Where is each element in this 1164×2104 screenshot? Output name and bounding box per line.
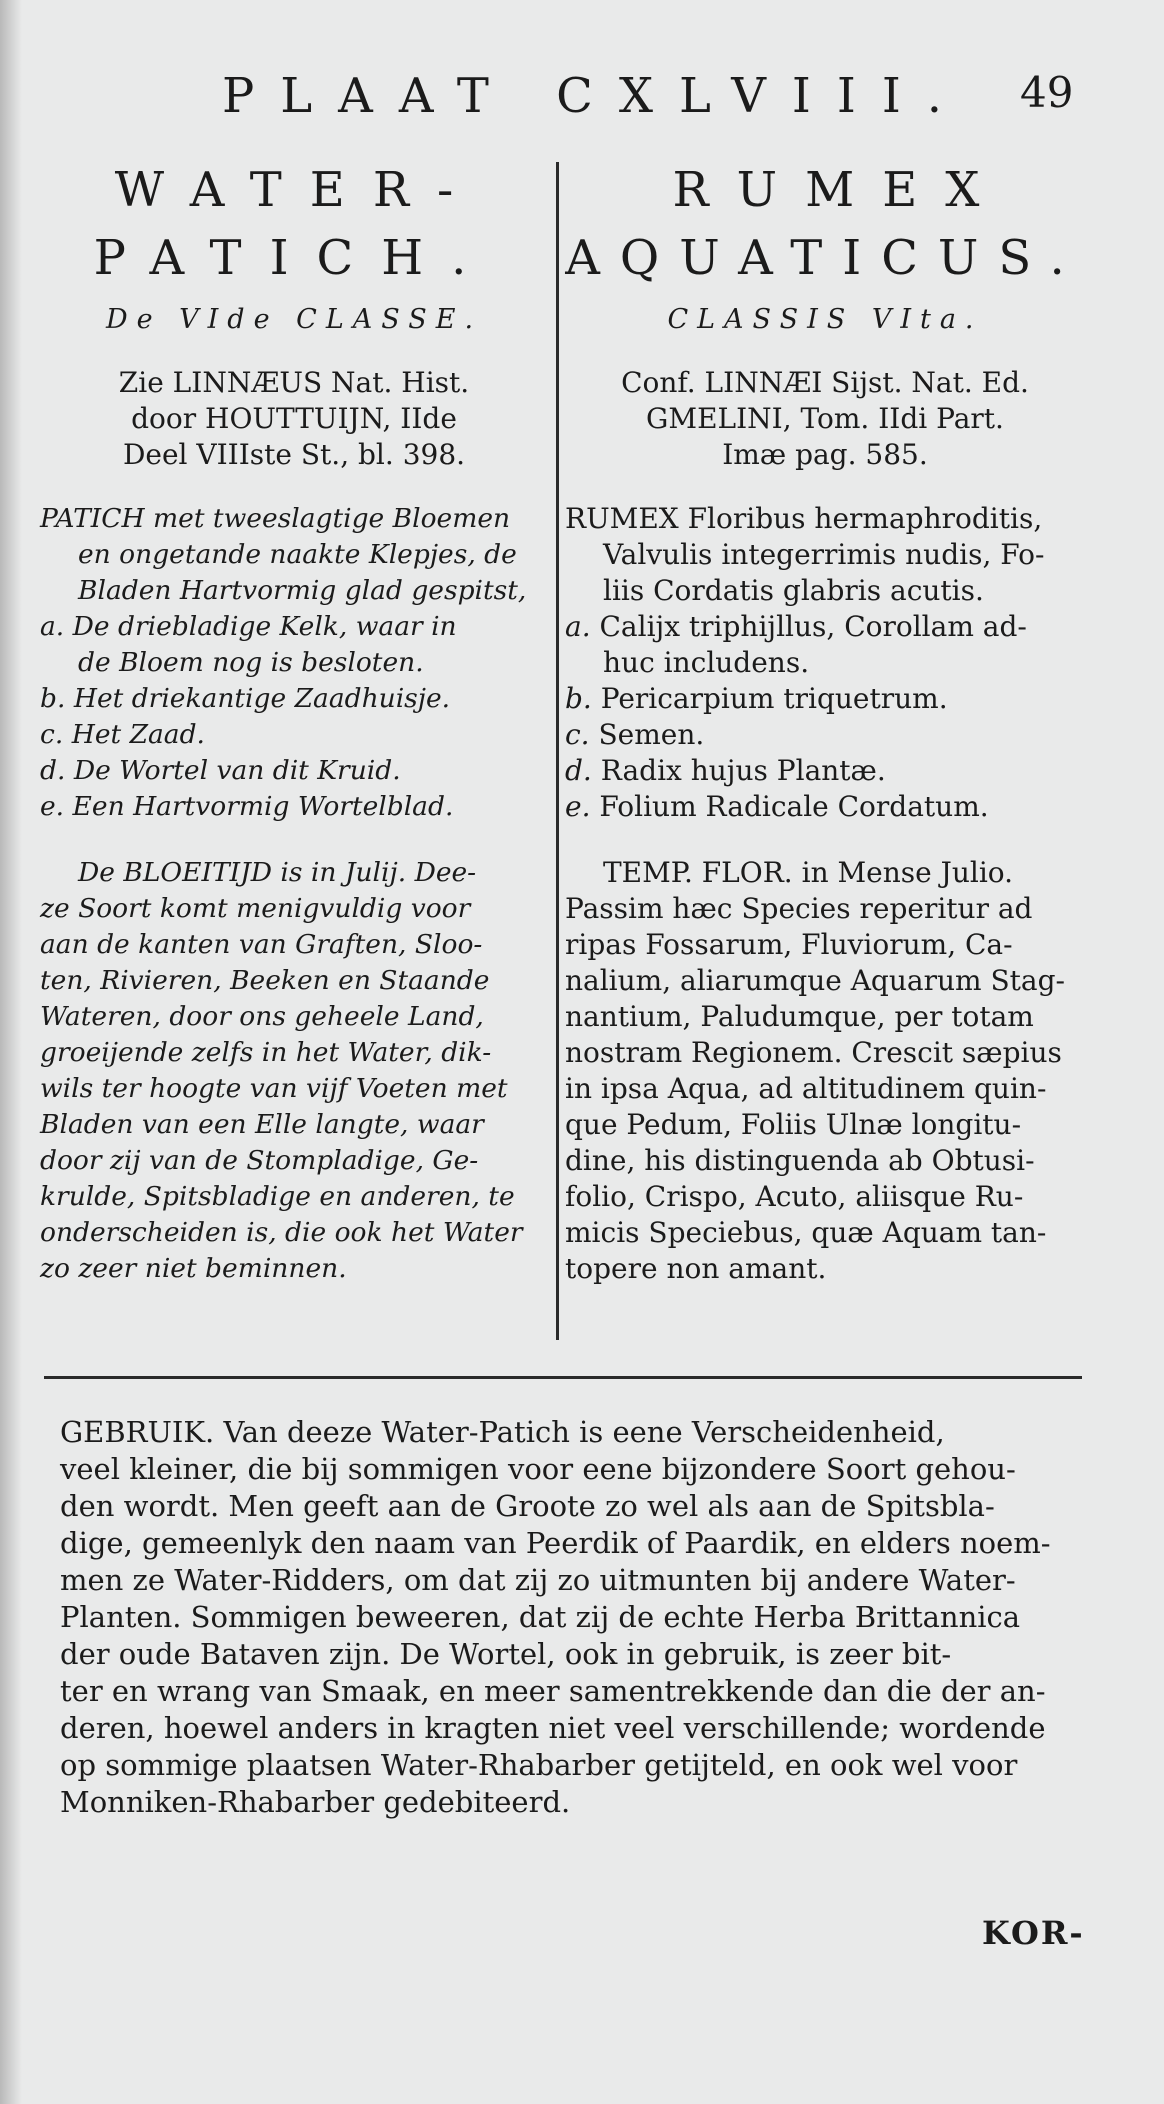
figure-item-a — [40, 609, 548, 645]
figure-item-e — [565, 789, 1085, 825]
paragraph-line: dine, his distinguenda ab Obtusi- — [565, 1144, 1035, 1177]
paragraph-line: nostram Regionem. Crescit sæpius — [565, 1036, 1062, 1069]
description-line: RUMEX Floribus hermaphroditis, — [565, 502, 1043, 535]
latin-title-line-2: AQUATICUS. — [565, 230, 1085, 286]
item-text: De Wortel van dit Kruid. — [73, 755, 401, 786]
figure-item-a-continued: huc includens. — [603, 646, 810, 679]
latin-reference — [565, 365, 1085, 473]
paragraph-line: wils ter hoogte van vijf Voeten met — [40, 1073, 508, 1104]
figure-item-b — [40, 681, 548, 717]
figure-item-c — [40, 717, 548, 753]
paragraph-line: ze Soort komt menigvuldig voor — [40, 893, 471, 924]
paragraph-line: TEMP. FLOR. in Mense Julio. — [603, 856, 1014, 889]
item-letter: e. — [565, 790, 591, 823]
description-line: Valvulis integerrimis nudis, Fo- — [603, 538, 1045, 571]
paragraph-line: ripas Fossarum, Fluviorum, Ca- — [565, 928, 1013, 961]
item-letter: b. — [565, 682, 592, 715]
paragraph-line: De BLOEITIJD is in Julij. Dee- — [78, 857, 477, 888]
usage-line: men ze Water-Ridders, om dat zij zo uitmunten bij andere Water- — [60, 1563, 1016, 1597]
paragraph-line: in ipsa Aqua, ad altitudinem quin- — [565, 1072, 1047, 1105]
item-text: Het driekantige Zaadhuisje. — [73, 683, 451, 714]
figure-item-d — [40, 753, 548, 789]
item-text: Calijx triphijllus, Corollam ad- — [599, 610, 1027, 643]
figure-item-d — [565, 753, 1085, 789]
reference-line: Zie LINNÆUS Nat. Hist. — [118, 366, 470, 399]
column-divider — [556, 162, 559, 1340]
latin-description — [565, 501, 1085, 825]
usage-line: den wordt. Men geeft aan de Groote zo wel als aan de Spitsbla- — [60, 1489, 995, 1523]
item-letter: c. — [40, 719, 64, 750]
dutch-column — [40, 160, 548, 1287]
latin-title-line-1: RUMEX — [672, 162, 1008, 218]
item-letter: c. — [565, 718, 590, 751]
running-header — [0, 68, 1164, 128]
reference-line: door HOUTTUIJN, IIde — [131, 402, 457, 435]
usage-line: deren, hoewel anders in kragten niet veel verschillende; wordende — [60, 1711, 1046, 1745]
item-letter: e. — [40, 791, 65, 822]
latin-flowering-paragraph — [565, 855, 1085, 1287]
dutch-class: De VIde CLASSE. — [105, 304, 483, 335]
item-text: Semen. — [598, 718, 705, 751]
figure-item-a — [565, 609, 1085, 645]
item-letter: a. — [40, 611, 65, 642]
item-letter: b. — [40, 683, 66, 714]
paragraph-line: door zij van de Stompladige, Ge- — [40, 1145, 479, 1176]
usage-line: der oude Bataven zijn. De Wortel, ook in gebruik, is zeer bit- — [60, 1637, 952, 1671]
usage-line: Planten. Sommigen beweeren, dat zij de echte Herba Brittannica — [60, 1600, 1021, 1634]
paragraph-line: groeijende zelfs in het Water, dik- — [40, 1037, 492, 1068]
paragraph-line: micis Speciebus, quæ Aquam tan- — [565, 1216, 1047, 1249]
paragraph-line: zo zeer niet beminnen. — [40, 1253, 347, 1284]
item-text: Een Hartvormig Wortelblad. — [72, 791, 454, 822]
item-letter: a. — [565, 610, 591, 643]
usage-line: GEBRUIK. Van deeze Water-Patich is eene Verscheidenheid, — [60, 1415, 945, 1449]
figure-item-e — [40, 789, 548, 825]
description-line: Bladen Hartvormig glad gespitst, — [78, 575, 527, 606]
description-line: en ongetande naakte Klepjes, de — [78, 539, 517, 570]
paragraph-line: krulde, Spitsbladige en anderen, te — [40, 1181, 515, 1212]
paragraph-line: nantium, Paludumque, per totam — [565, 1000, 1034, 1033]
usage-line: Monniken-Rhabarber gedebiteerd. — [60, 1785, 571, 1819]
figure-item-a-continued: de Bloem nog is besloten. — [78, 647, 424, 678]
item-text: Folium Radicale Cordatum. — [599, 790, 989, 823]
usage-line: op sommige plaatsen Water-Rhabarber getijteld, en ook wel voor — [60, 1748, 1018, 1782]
item-text: De driebladige Kelk, waar in — [72, 611, 457, 642]
usage-line: veel kleiner, die bij sommigen voor eene bijzondere Soort gehou- — [60, 1452, 1016, 1486]
usage-paragraph — [60, 1414, 1080, 1821]
dutch-title-line-2: PATICH. — [93, 230, 495, 286]
dutch-reference — [40, 365, 548, 473]
reference-line: GMELINI, Tom. IIdi Part. — [646, 402, 1004, 435]
paragraph-line: topere non amant. — [565, 1252, 827, 1285]
item-letter: d. — [40, 755, 66, 786]
dutch-description — [40, 501, 548, 825]
paragraph-line: nalium, aliarumque Aquarum Stag- — [565, 964, 1065, 997]
latin-column — [565, 160, 1085, 1287]
dutch-flowering-paragraph — [40, 855, 548, 1287]
item-letter: d. — [565, 754, 592, 787]
description-line: liis Cordatis glabris acutis. — [603, 574, 984, 607]
paragraph-line: aan de kanten van Graften, Sloo- — [40, 929, 483, 960]
section-divider — [44, 1376, 1082, 1379]
item-text: Het Zaad. — [71, 719, 205, 750]
paragraph-line: Bladen van een Elle langte, waar — [40, 1109, 484, 1140]
reference-line: Imæ pag. 585. — [722, 438, 928, 471]
page-number: 49 — [1020, 68, 1074, 117]
usage-line: dige, gemeenlyk den naam van Peerdik of Paardik, en elders noem- — [60, 1526, 1051, 1560]
paragraph-line: ten, Rivieren, Beeken en Staande — [40, 965, 490, 996]
item-text: Pericarpium triquetrum. — [600, 682, 948, 715]
figure-item-b — [565, 681, 1085, 717]
figure-item-c — [565, 717, 1085, 753]
description-line: PATICH met tweeslagtige Bloemen — [40, 503, 511, 534]
paragraph-line: que Pedum, Foliis Ulnæ longitu- — [565, 1108, 1022, 1141]
item-text: Radix hujus Plantæ. — [600, 754, 886, 787]
paragraph-line: folio, Crispo, Acuto, aliisque Ru- — [565, 1180, 1024, 1213]
dutch-title-line-1: WATER- — [114, 162, 482, 218]
catchword: KOR- — [982, 1914, 1085, 1952]
reference-line: Deel VIIIste St., bl. 398. — [122, 438, 466, 471]
plate-heading: PLAAT CXLVIII. — [222, 68, 969, 124]
usage-line: ter en wrang van Smaak, en meer samentrekkende dan die der an- — [60, 1674, 1046, 1708]
paragraph-line: Passim hæc Species reperitur ad — [565, 892, 1033, 925]
paragraph-line: Wateren, door ons geheele Land, — [40, 1001, 484, 1032]
reference-line: Conf. LINNÆI Sijst. Nat. Ed. — [621, 366, 1029, 399]
latin-class: CLASSIS VIta. — [667, 304, 983, 335]
paragraph-line: onderscheiden is, die ook het Water — [40, 1217, 523, 1248]
